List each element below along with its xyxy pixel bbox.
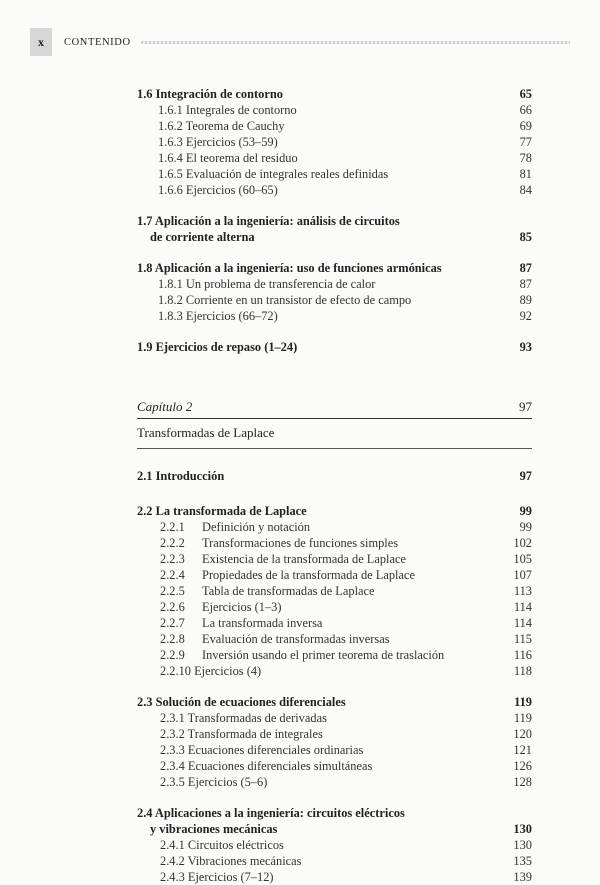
entry-title: 1.6.5 Evaluación de integrales reales definidas xyxy=(158,167,389,181)
toc-section-1-7 xyxy=(137,213,532,229)
entry-page: 130 xyxy=(513,838,532,852)
toc-entry xyxy=(137,758,532,774)
toc-entry xyxy=(137,308,532,324)
section-title: 2.3 Solución de ecuaciones diferenciales xyxy=(137,695,346,709)
entry-title: 1.8.1 Un problema de transferencia de calor xyxy=(158,277,376,291)
toc-section-1-7-cont xyxy=(137,229,532,245)
entry-title: Propiedades de la transformada de Laplace xyxy=(202,568,415,582)
section-page: 85 xyxy=(519,230,532,244)
chapter-label: Capítulo 2 xyxy=(137,399,193,414)
entry-number: 2.2.4 xyxy=(160,568,185,582)
entry-page: 77 xyxy=(519,135,532,149)
entry-title: Inversión usando el primer teorema de traslación xyxy=(202,648,445,662)
entry-title: 2.3.1 Transformadas de derivadas xyxy=(160,711,327,725)
toc-entry xyxy=(137,292,532,308)
section-page: 93 xyxy=(519,340,532,354)
entry-page: 107 xyxy=(513,568,532,582)
entry-title: La transformada inversa xyxy=(202,616,323,630)
entry-number: 2.2.2 xyxy=(160,536,185,550)
entry-page: 128 xyxy=(513,775,532,789)
toc-entry xyxy=(137,615,532,631)
entry-title: 1.8.2 Corriente en un transistor de efecto de campo xyxy=(158,293,412,307)
entry-number: 2.2.8 xyxy=(160,632,185,646)
toc-entry xyxy=(137,853,532,869)
entry-title: 1.8.3 Ejercicios (66–72) xyxy=(158,309,278,323)
entry-title: Ejercicios (4) xyxy=(194,664,262,678)
entry-title: 1.6.2 Teorema de Cauchy xyxy=(158,119,285,133)
entry-page: 89 xyxy=(519,293,532,307)
entry-number: 2.2.9 xyxy=(160,648,185,662)
toc-entry xyxy=(137,551,532,567)
section-title: 2.1 Introducción xyxy=(137,469,225,483)
toc-entry xyxy=(137,166,532,182)
entry-title: 1.6.4 El teorema del residuo xyxy=(158,151,298,165)
toc-section-2-2 xyxy=(137,503,532,519)
entry-number: 2.2.5 xyxy=(160,584,185,598)
toc-section-1-9 xyxy=(137,339,532,355)
entry-page: 114 xyxy=(513,600,532,614)
toc-entry xyxy=(137,118,532,134)
entry-number: 2.2.6 xyxy=(160,600,185,614)
entry-page: 99 xyxy=(519,520,532,534)
entry-title: 2.4.3 Ejercicios (7–12) xyxy=(160,870,274,884)
entry-page: 118 xyxy=(513,664,532,678)
entry-title: 2.3.3 Ecuaciones diferenciales ordinarias xyxy=(160,743,364,757)
entry-title: 2.3.2 Transformada de integrales xyxy=(160,727,323,741)
toc-entry xyxy=(137,742,532,758)
entry-number: 2.2.1 xyxy=(160,520,185,534)
entry-page: 119 xyxy=(513,711,532,725)
toc-entry xyxy=(137,519,532,535)
toc-entry xyxy=(137,535,532,551)
entry-page: 81 xyxy=(519,167,532,181)
entry-title: 2.3.5 Ejercicios (5–6) xyxy=(160,775,268,789)
chapter-page: 97 xyxy=(519,399,532,414)
entry-title: Transformaciones de funciones simples xyxy=(202,536,399,550)
entry-title: 2.4.1 Circuitos eléctricos xyxy=(160,838,284,852)
entry-title: 1.6.3 Ejercicios (53–59) xyxy=(158,135,278,149)
entry-page: 92 xyxy=(519,309,532,323)
toc-entry xyxy=(137,583,532,599)
entry-page: 69 xyxy=(519,119,532,133)
toc-entry xyxy=(137,869,532,885)
section-title-line1: 1.7 Aplicación a la ingeniería: análisis de circuitos xyxy=(137,214,400,228)
toc-entry xyxy=(137,631,532,647)
chapter-heading xyxy=(137,399,532,419)
entry-page: 120 xyxy=(513,727,532,741)
entry-title: 2.3.4 Ecuaciones diferenciales simultáneas xyxy=(160,759,373,773)
entry-page: 115 xyxy=(513,632,532,646)
entry-number: 2.2.10 xyxy=(160,664,191,678)
section-page: 97 xyxy=(519,469,532,483)
entry-page: 105 xyxy=(513,552,532,566)
toc-section-1-6 xyxy=(137,86,532,102)
running-title: CONTENIDO xyxy=(64,36,131,48)
section-title-line2: de corriente alterna xyxy=(150,230,255,244)
entry-page: 135 xyxy=(513,854,532,868)
entry-title: 1.6.6 Ejercicios (60–65) xyxy=(158,183,278,197)
section-page: 99 xyxy=(519,504,532,518)
toc-entry xyxy=(137,102,532,118)
section-page: 87 xyxy=(519,261,532,275)
entry-title: Evaluación de transformadas inversas xyxy=(202,632,390,646)
toc-entry xyxy=(137,710,532,726)
section-title: 1.9 Ejercicios de repaso (1–24) xyxy=(137,340,298,354)
toc-section-1-8 xyxy=(137,260,532,276)
section-page: 119 xyxy=(514,695,532,709)
page-number: x xyxy=(30,28,52,56)
entry-page: 121 xyxy=(513,743,532,757)
toc-entry xyxy=(137,663,532,679)
toc-entry xyxy=(137,150,532,166)
toc-section-2-4-cont xyxy=(137,821,532,837)
entry-page: 66 xyxy=(519,103,532,117)
entry-page: 87 xyxy=(519,277,532,291)
entry-page: 102 xyxy=(513,536,532,550)
entry-number: 2.2.3 xyxy=(160,552,185,566)
toc-section-2-4 xyxy=(137,805,532,821)
entry-page: 113 xyxy=(513,584,532,598)
toc-entry xyxy=(137,276,532,292)
section-title: 2.2 La transformada de Laplace xyxy=(137,504,307,518)
page-header xyxy=(30,28,570,56)
chapter-title: Transformadas de Laplace xyxy=(137,419,532,449)
toc-entry xyxy=(137,726,532,742)
toc-entry xyxy=(137,567,532,583)
table-of-contents xyxy=(137,86,532,885)
toc-entry xyxy=(137,647,532,663)
header-rule xyxy=(141,41,570,44)
entry-page: 114 xyxy=(513,616,532,630)
entry-number: 2.2.7 xyxy=(160,616,185,630)
entry-title: Definición y notación xyxy=(202,520,311,534)
section-title-line1: 2.4 Aplicaciones a la ingeniería: circuitos eléctricos xyxy=(137,806,405,820)
toc-entry xyxy=(137,774,532,790)
section-page: 65 xyxy=(519,87,532,101)
entry-page: 78 xyxy=(519,151,532,165)
entry-title: Ejercicios (1–3) xyxy=(202,600,282,614)
entry-title: 2.4.2 Vibraciones mecánicas xyxy=(160,854,302,868)
entry-title: 1.6.1 Integrales de contorno xyxy=(158,103,297,117)
toc-entry xyxy=(137,599,532,615)
entry-page: 116 xyxy=(513,648,532,662)
toc-section-2-1 xyxy=(137,468,532,484)
entry-page: 126 xyxy=(513,759,532,773)
entry-page: 84 xyxy=(519,183,532,197)
toc-entry xyxy=(137,182,532,198)
entry-title: Tabla de transformadas de Laplace xyxy=(202,584,375,598)
toc-section-2-3 xyxy=(137,694,532,710)
entry-title: Existencia de la transformada de Laplace xyxy=(202,552,406,566)
toc-entry xyxy=(137,837,532,853)
section-title: 1.6 Integración de contorno xyxy=(137,87,283,101)
section-title-line2: y vibraciones mecánicas xyxy=(150,822,278,836)
section-title: 1.8 Aplicación a la ingeniería: uso de funciones armónicas xyxy=(137,261,442,275)
section-page: 130 xyxy=(513,822,532,836)
toc-entry xyxy=(137,134,532,150)
entry-page: 139 xyxy=(513,870,532,884)
